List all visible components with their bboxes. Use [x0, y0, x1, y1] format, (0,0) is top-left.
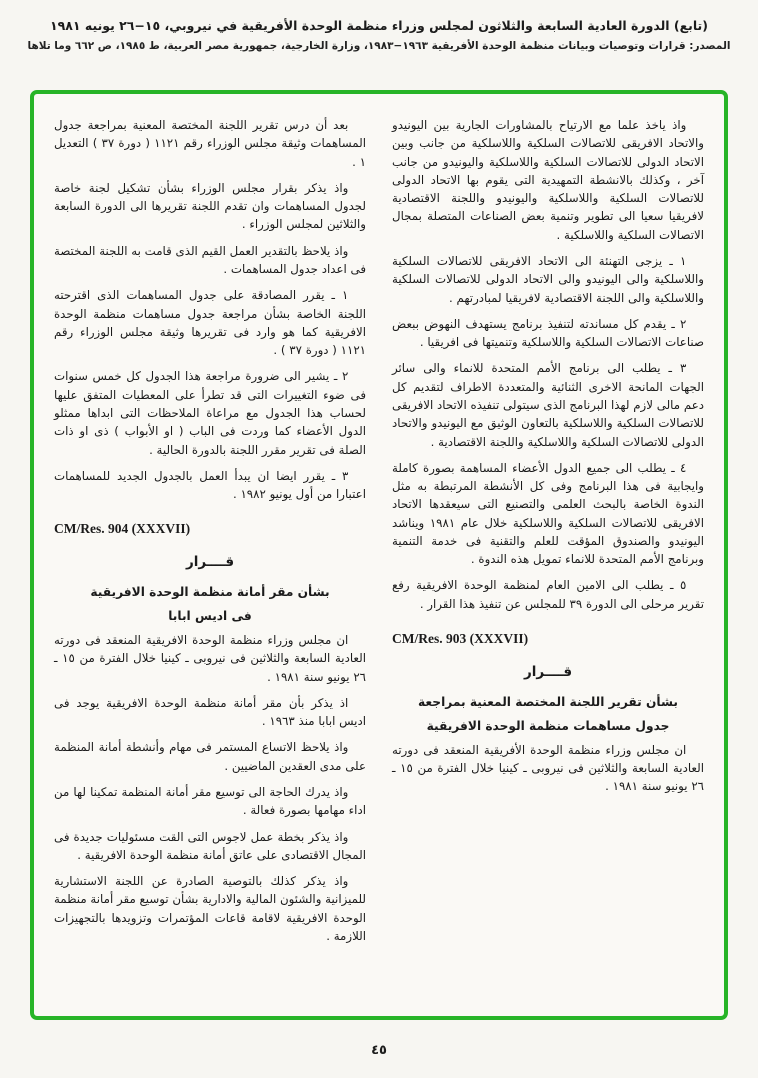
paragraph: ٢ ـ يقدم كل مساندته لتنفيذ برنامج يستهدف النهوض ببعض صناعات الاتصالات السلكية واللاسلكية وتنميتها فى افريقيا . — [392, 316, 704, 350]
column-left — [54, 116, 366, 1000]
page-header — [0, 0, 758, 52]
paragraph: ٣ ـ يطلب الى برنامج الأمم المتحدة للانماء والى سائر الجهات المانحة الاخرى الثنائية والمتعددة الاطراف لتقديم كل دعم مالى لازم لهذا البرنامج الذى سيتولى تنفيذه الاتحاد الافريقى للاتصالات السلكية واللاسلكية بالتعاون الوثيق مع اليونيدو والاتحاد الدولى للاتصالات السلكية واللاسلكية واللجنة الاقتصادية . — [392, 361, 704, 449]
column-right — [392, 116, 704, 1000]
resolution-title: قــــرار — [185, 554, 235, 571]
paragraph: واذ يلاحظ بالتقدير العمل القيم الذى قامت به اللجنة المختصة فى اعداد جدول المساهمات . — [54, 243, 366, 276]
header-title: (تابع) الدورة العادية السابعة والثلاثون لمجلس وزراء منظمة الوحدة الأفريقية في نيروبي، ١٥−٢٦ يونيه ١٩٨١ — [50, 18, 708, 33]
resolution-title: قــــرار — [523, 663, 573, 680]
paragraph: ٤ ـ يطلب الى جميع الدول الأعضاء المساهمة بصورة كاملة وايجابية فى هذا البرنامج وفى كل الأنشطة المرتبطة به مثل الندوة الخاصة بالبحث العلمى والتصنيع التى سيعقدها الاتحاد الافريقى للاتصالات السلكية واللاسلكية خلال عام ١٩٨١ ويناشد اليونيدو والصندوق المؤقت للعلم والتقنية فى خدمة التنمية وبرنامج الأمم المتحدة للانماء تمويل هذه الندوة . — [392, 460, 704, 567]
paragraph: واذ يلاحظ الاتساع المستمر فى مهام وأنشطة أمانة المنظمة على مدى العقدين الماضيين . — [54, 740, 366, 773]
resolution-subtitle: فى اديس ابابا — [168, 609, 252, 624]
page-number: ٤٥ — [371, 1043, 387, 1058]
paragraph: ١ ـ يقرر المصادقة على جدول المساهمات الذى اقترحته اللجنة الخاصة بشأن مراجعة جدول مساهمات منظمة الوحدة الافريقية كما هو وارد فى تقريرها وثيقة مجلس الوزراء رقم ١١٢١ ( دورة ٣٧ ) . — [54, 288, 366, 358]
paragraph: ٣ ـ يقرر ايضا ان يبدأ العمل بالجدول الجديد للمساهمات اعتبارا من أول يونيو ١٩٨٢ . — [54, 468, 366, 502]
paragraph: واذ يدرك الحاجة الى توسيع مقر أمانة المنظمة تمكينا لها من اداء مهامها بصورة فعالة . — [54, 784, 366, 818]
page-footer — [0, 1043, 758, 1058]
header-source-line: المصدر: قرارات وتوصيات وبيانات منظمة الوحدة الأفريقية ١٩٦٣−١٩٨٣، وزارة الخارجية، جمهورية مصر العربية، ط ١٩٨٥، ص ٦٦٢ وما تلاها — [27, 40, 731, 52]
paragraph: واذ يذكر كذلك بالتوصية الصادرة عن اللجنة الاستشارية للميزانية والشئون المالية والادارية بشأن توسيع مقر أمانة منظمة الوحدة الافريقية لاقامة قاعات المؤتمرات وتزويدها بالتجهيزات اللازمة . — [53, 874, 366, 943]
paragraph: ٥ ـ يطلب الى الامين العام لمنظمة الوحدة الافريقية رفع تقرير مرحلى الى الدورة ٣٩ للمجلس عن تنفيذ هذا القرار . — [392, 578, 704, 611]
two-column-layout — [54, 116, 704, 1000]
paragraph: واذ يذكر بقرار مجلس الوزراء بشأن تشكيل لجنة خاصة لجدول المساهمات وان تقدم اللجنة تقريرها الى الدورة السابعة والثلاثين لمجلس الوزراء . — [54, 180, 366, 232]
paragraph: ١ ـ يزجى التهنئة الى الاتحاد الافريقى للاتصالات السلكية واللاسلكية والى اليونيدو والى الاتحاد الدولى للاتصالات السلكية واللاسلكية والى اللجنة الاقتصادية لافريقيا لمبادرتهم . — [392, 253, 704, 305]
paragraph: بعد أن درس تقرير اللجنة المختصة المعنية بمراجعة جدول المساهمات وثيقة مجلس الوزراء رقم ١١٢١ ( دورة ٣٧ ) التعديل ١ . — [54, 118, 366, 169]
paragraph: اذ يذكر بأن مقر أمانة منظمة الوحدة الافريقية يوجد فى اديس ابابا منذ ١٩٦٣ . — [54, 695, 366, 729]
resolution-subtitle: جدول مساهمات منظمة الوحدة الافريقية — [426, 718, 670, 733]
paragraph: ان مجلس وزراء منظمة الوحدة الأفريقية المنعقد فى دورته العادية السابعة والثلاثين فى نيروبى ـ كينيا خلال الفترة من ١٥ ـ ٢٦ يونيو سنة ١٩٨١ . — [392, 742, 704, 794]
paragraph: ان مجلس وزراء منظمة الوحدة الافريقية المنعقد فى دورته العادية السابعة والثلاثين فى نيروبى ـ كينيا خلال الفترة من ١٥ ـ ٢٦ يونيو سنة ١٩٨١ . — [54, 633, 366, 684]
paragraph: واذ ياخذ علما مع الارتياح بالمشاورات الجارية بين اليونيدو والاتحاد الافريقى للاتصالات السلكية واللاسلكية من جانب وبين الاتحاد الدولى للاتصالات السلكية واللاسلكية واليونيدو من جانب آخر ، وكذلك بالانشطة التمهيدية التى يقوم بها الاتحاد الدولى للاتصالات السلكية واللاسلكية واليونيدو واللجنة الاقتصادية لافريقيا سعيا الى تطوير وتنمية بعض الصناعات المتصلة بمجال الاتصالات السلكية واللاسلكية . — [392, 118, 704, 242]
resolution-reference: CM/Res. 903 (XXXVII) — [392, 631, 529, 647]
paragraph: واذ يذكر بخطة عمل لاجوس التى القت مسئوليات جديدة فى المجال الاقتصادى على عاتق أمانة منظمة الوحدة الافريقية . — [54, 829, 366, 862]
resolution-reference: CM/Res. 904 (XXXVII) — [54, 521, 191, 537]
resolution-subtitle: بشأن تقرير اللجنة المختصة المعنية بمراجعة — [418, 694, 678, 709]
green-border-frame — [30, 90, 728, 1020]
resolution-subtitle: بشأن مقر أمانة منظمة الوحدة الافريقية — [90, 585, 330, 600]
paragraph: ٢ ـ يشير الى ضرورة مراجعة هذا الجدول كل خمس سنوات فى ضوء التغييرات التى قد تطرأ على المعطيات المتفق عليها لحساب هذا الجدول مع مراعاة الملاحظات التى ابداها ممثلو الدول الأعضاء كما وردت فى الباب ( او الأبواب ) ذى او ذات الصلة فى تقرير مقرر اللجنة بالدورة الحالية . — [54, 369, 366, 457]
